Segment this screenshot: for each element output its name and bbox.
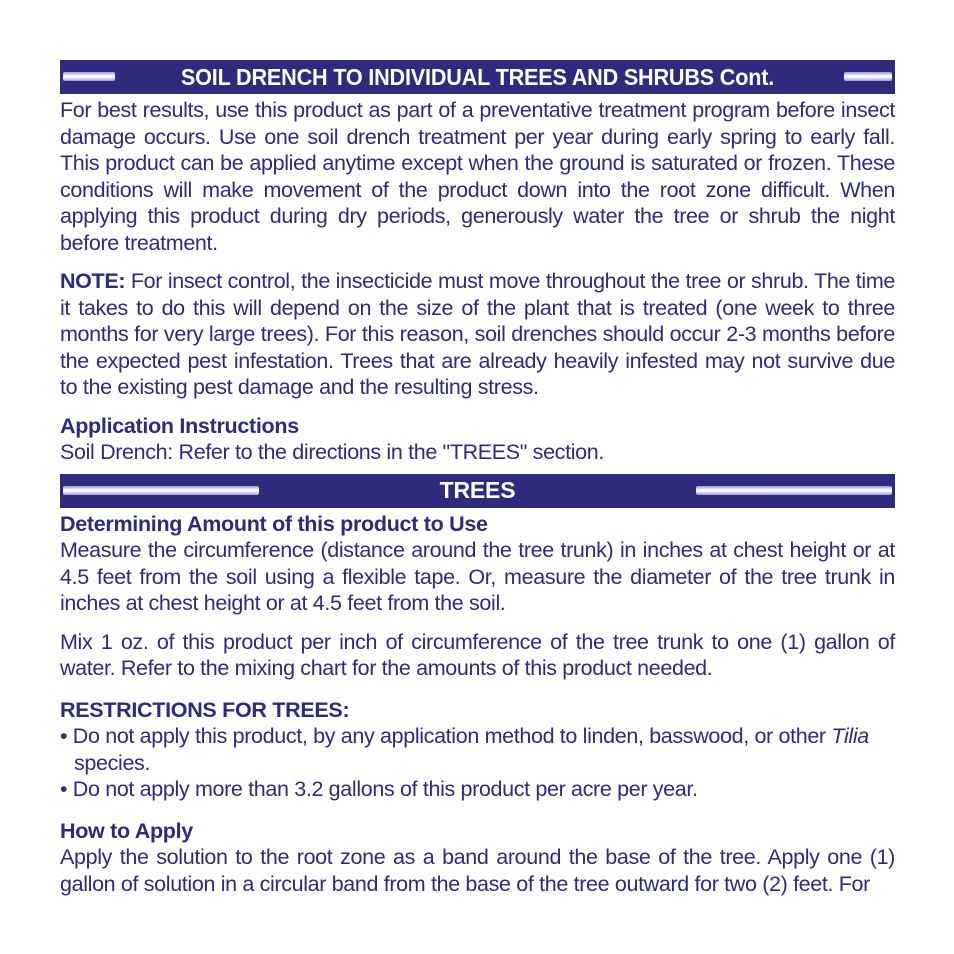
paragraph-how-to-apply: Apply the solution to the root zone as a band around the base of the tree. Apply one (1) gallon of solution in a circular band from the base of the tree outward for two (2) feet. For (60, 845, 895, 896)
banner-stripe-right (696, 486, 892, 495)
bullet-linden-post: species. (74, 750, 151, 775)
bullet-linden-pre: • Do not apply this product, by any application method to linden, basswood, or other (60, 724, 832, 748)
banner-stripe-right (844, 72, 892, 81)
banner-stripe-left (63, 72, 115, 81)
note-label: NOTE: (60, 269, 126, 293)
bullet-linden-italic: Tilia (831, 724, 869, 748)
paragraph-note (60, 268, 895, 401)
bullet-max-gallons: • Do not apply more than 3.2 gallons of this product per acre per year. (60, 777, 698, 801)
heading-restrictions: RESTRICTIONS FOR TREES: (60, 697, 350, 722)
section-banner-trees (60, 474, 895, 508)
paragraph-mix: Mix 1 oz. of this product per inch of circumference of the tree trunk to one (1) gallon of water. Refer to the mixing chart for the amounts of this product needed. (60, 629, 895, 680)
banner-title: SOIL DRENCH TO INDIVIDUAL TREES AND SHRUBS Cont. (173, 64, 781, 91)
section-banner-soil-drench (60, 60, 895, 94)
note-text: For insect control, the insecticide must move throughout the tree or shrub. The time it takes to do this will depend on the size of the plant that is treated (one week to three months for very large trees). For this reason, soil drenches should occur 2-3 months before the expected pest infestation. Trees that are already heavily infested may not survive due to the existing pest damage and the resulting stress. (60, 269, 895, 399)
heading-application-instructions: Application Instructions (60, 413, 299, 438)
heading-how-to-apply: How to Apply (60, 818, 193, 843)
banner-title: TREES (434, 477, 522, 504)
label-page (60, 60, 895, 897)
paragraph-application: Soil Drench: Refer to the directions in the "TREES" section. (60, 440, 604, 464)
banner-stripe-left (63, 486, 259, 495)
paragraph-measure: Measure the circumference (distance around the tree trunk) in inches at chest height or at 4.5 feet from the soil using a flexible tape. Or, measure the diameter of the tree trunk in inches at chest height or at 4.5 feet from the soil. (60, 538, 895, 615)
paragraph-best-results: For best results, use this product as part of a preventative treatment program before insect damage occurs. Use one soil drench treatment per year during early spring to early fall. This product can be applied anytime except when the ground is saturated or frozen. These conditions will make movement of the product down into the root zone difficult. When applying this product during dry periods, generously water the tree or shrub the night before treatment. (60, 98, 895, 255)
heading-determining-amount: Determining Amount of this product to Use (60, 511, 488, 536)
bullet-linden (60, 723, 895, 776)
